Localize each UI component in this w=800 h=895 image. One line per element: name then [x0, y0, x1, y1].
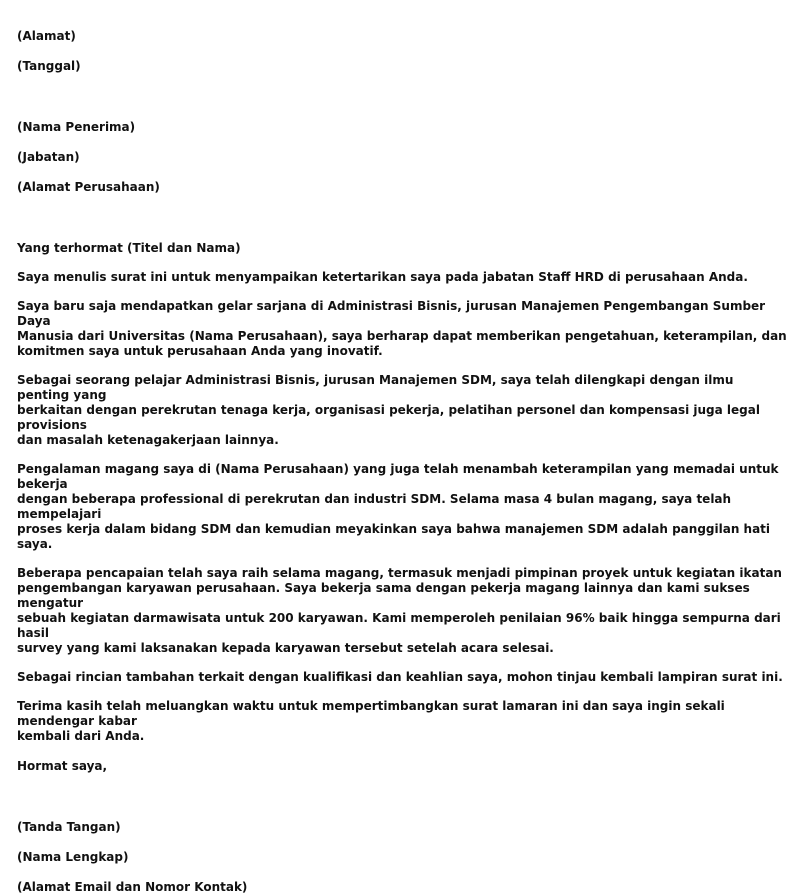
recipient-name: (Nama Penerima) [17, 120, 136, 134]
closing: Hormat saya, [17, 759, 108, 773]
cover-letter [17, 28, 787, 895]
body-paragraph-3: Sebagai seorang pelajar Administrasi Bisnis, jurusan Manajemen SDM, saya telah dilengkapi dengan ilmu penting yang berkaitan dengan perekrutan tenaga kerja, organisasi pekerja, pelatihan personel dan kompensasi juga legal provisions dan masalah ketenagakerjaan lainnya. [17, 373, 760, 447]
signature-placeholder: (Tanda Tangan) [17, 820, 121, 834]
signature-full-name: (Nama Lengkap) [17, 850, 129, 864]
salutation: Yang terhormat (Titel dan Nama) [17, 241, 241, 255]
body-paragraph-4: Pengalaman magang saya di (Nama Perusahaan) yang juga telah menambah keterampilan yang memadai untuk bekerja dengan beberapa professional di perekrutan dan industri SDM. Selama masa 4 bulan magang, saya telah mempelajari proses kerja dalam bidang SDM dan kemudian meyakinkan saya bahwa manajemen SDM adalah panggilan hati saya. [17, 462, 779, 551]
body-paragraph-6: Sebagai rincian tambahan terkait dengan kualifikasi dan keahlian saya, mohon tinjau kembali lampiran surat ini. [17, 670, 783, 684]
recipient-position: (Jabatan) [17, 150, 80, 164]
body-paragraph-7: Terima kasih telah meluangkan waktu untuk mempertimbangkan surat lamaran ini dan saya ingin sekali mendengar kabar kembali dari Anda. [17, 699, 725, 743]
body-paragraph-5: Beberapa pencapaian telah saya raih selama magang, termasuk menjadi pimpinan proyek untuk kegiatan ikatan pengembangan karyawan perusahaan. Saya bekerja sama dengan pekerja magang lainnya dan kami sukses mengatur sebuah kegiatan darmawisata untuk 200 karyawan. Kami memperoleh penilaian 96% baik hingga sempurna dari hasil survey yang kami laksanakan kepada karyawan tersebut setelah acara selesai. [17, 566, 782, 655]
recipient-company-address: (Alamat Perusahaan) [17, 180, 160, 194]
sender-address: (Alamat) [17, 29, 76, 43]
body-paragraph-2: Saya baru saja mendapatkan gelar sarjana di Administrasi Bisnis, jurusan Manajemen Pengembangan Sumber Daya Manusia dari Universitas (Nama Perusahaan), saya berharap dapat memberikan pengetahuan, keterampilan, dan komitmen saya untuk perusahaan Anda yang inovatif. [17, 299, 787, 358]
signature-contact: (Alamat Email dan Nomor Kontak) [17, 880, 248, 894]
letter-date: (Tanggal) [17, 59, 81, 73]
body-paragraph-1: Saya menulis surat ini untuk menyampaikan ketertarikan saya pada jabatan Staff HRD di perusahaan Anda. [17, 270, 748, 284]
